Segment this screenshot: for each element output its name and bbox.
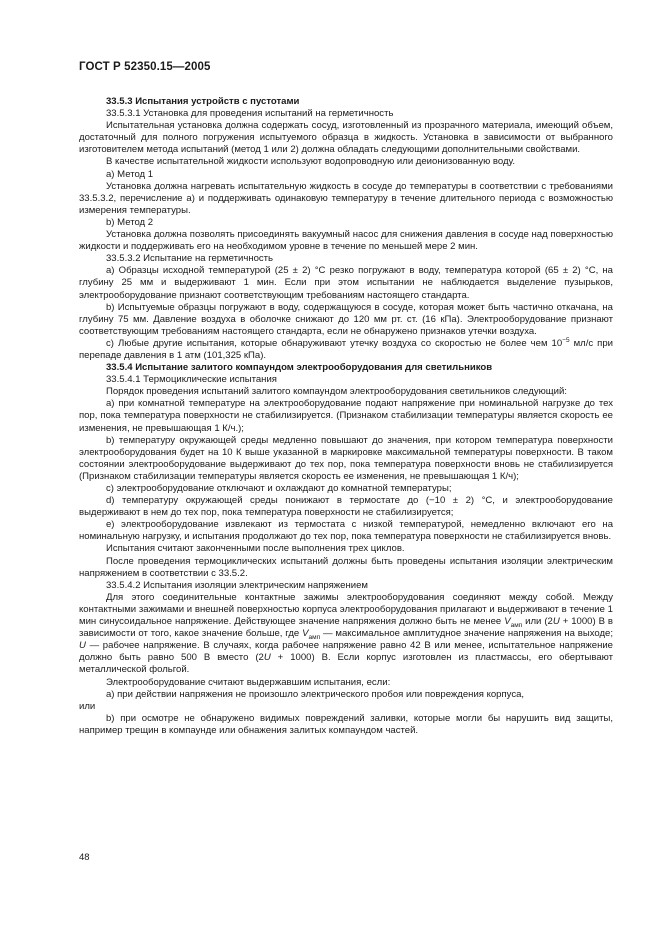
paragraph: или bbox=[79, 700, 96, 712]
paragraph: а) при комнатной температуре на электрооборудование подают напряжение при номинальной нагрузке до тех пор, пока температура поверхности не стабилизируется. (Признаком стабилизации температуры является скорость ее изменения, не превышающая 1 К/ч.); bbox=[79, 398, 613, 434]
paragraph: 33.5.3.2 Испытание на герметичность bbox=[106, 253, 274, 265]
paragraph: b) Испытуемые образцы погружают в воду, содержащуюся в сосуде, которая может быть частично откачана, на глубину 75 мм. Давление воздуха в оболочке снижают до 120 мм рт. ст. (16 кПа). Электрооборудование признают соответствующим требованиям настоящего стандарта, если не обнаружено признаков утечки воздуха. bbox=[79, 301, 613, 337]
paragraph: b) температуру окружающей среды медленно повышают до значения, при котором температура поверхности электрооборудования будет на 10 К выше указанной в маркировке максимальной температуры поверхности. В таком состоянии электрооборудование выдерживают до тех пор, пока температура поверхности вновь не стабилизируется (Признаком стабилизации температуры является скорость ее изменения, не превышающая 1 К/ч); bbox=[79, 434, 613, 482]
paragraph: а) Метод 1 bbox=[106, 168, 154, 180]
paragraph: 33.5.4.2 Испытания изоляции электрическим напряжением bbox=[106, 579, 368, 591]
section-heading: 33.5.4 Испытание залитого компаундом электрооборудования для светильников bbox=[106, 362, 493, 374]
paragraph: Установка должна нагревать испытательную жидкость в сосуде до температуры в соответствии с требованиями 33.5.3.2, перечисление а) и поддерживать одинаковую температуру в течение длительного периода с возможностью измерения температуры. bbox=[79, 180, 613, 216]
paragraph: d) температуру окружающей среды понижают в термостате до (−10 ± 2) °С, и электрооборудование выдерживают в нем до тех пор, пока температура поверхности не стабилизируется; bbox=[79, 495, 613, 519]
paragraph: с) Любые другие испытания, которые обнаруживают утечку воздуха со скоростью не более чем $10^{-5}$ мл/с при перепаде давления в 1 атм (101,325 кПа). bbox=[79, 336, 613, 361]
paragraph: b) Метод 2 bbox=[106, 216, 154, 228]
paragraph: с) электрооборудование отключают и охлаждают до комнатной температуры; bbox=[106, 483, 452, 494]
paragraph: После проведения термоциклических испытаний должны быть проведены испытания изоляции электрическим напряжением в соответствии с 33.5.2. bbox=[79, 555, 613, 579]
paragraph: Электрооборудование считают выдержавшим испытания, если: bbox=[106, 676, 391, 688]
paragraph: а) при действии напряжения не произошло электрического пробоя или повреждения корпуса, bbox=[106, 688, 525, 700]
paragraph: Испытательная установка должна содержать сосуд, изготовленный из прозрачного материала, имеющий объем, достаточный для полного погружения испытуемого образца в жидкость. Установка в зависимости от выбранного изготовителем метода испытаний (метод 1 или 2) должна обладать следующими дополнительными свойствами. bbox=[79, 120, 613, 156]
paragraph: b) при осмотре не обнаружено видимых повреждений заливки, которые могли бы нарушить вид защиты, например трещин в компаунде или обнажения залитых компаундом частей. bbox=[79, 712, 613, 736]
paragraph: Установка должна позволять присоединять вакуумный насос для снижения давления в сосуде над поверхностью жидкости и поддерживать его на необходимом уровне в течение по меньшей мере 2 мин. bbox=[79, 229, 613, 253]
page-number: 48 bbox=[79, 852, 90, 863]
paragraph: Для этого соединительные контактные зажимы электрооборудования соединяют между собой. Между контактными зажимами и внешней поверхностью корпуса электрооборудования прилагают и выдерживают в течение 1 мин синусоидальное напряжение. Действующее значение напряжения должно быть не менее $V_{амп}$ или (2U + 1000) В в зависимости от того, какое значение больше, где $V_{амп}$ — максимальное амплитудное значение напряжения на выходе; U — рабочее напряжение. В случаях, когда рабочее напряжение равно 42 В или менее, испытательное напряжение должно быть равно 500 В вместо (2U + 1000) В. Если корпус изготовлен из пластмассы, его обертывают металлической фольгой. bbox=[79, 591, 613, 676]
paragraph: Испытания считают законченными после выполнения трех циклов. bbox=[106, 543, 405, 555]
paragraph: В качестве испытательной жидкости используют водопроводную или деионизованную воду. bbox=[106, 156, 516, 168]
section-heading: 33.5.3 Испытания устройств с пустотами bbox=[106, 96, 300, 107]
paragraph: е) электрооборудование извлекают из термостата с низкой температурой, немедленно включают его на номинальную нагрузку, и испытания продолжают до тех пор, пока температура поверхности не стабилизируется вновь. bbox=[79, 519, 613, 543]
paragraph: 33.5.3.1 Установка для проведения испытаний на герметичность bbox=[106, 108, 394, 120]
paragraph: Порядок проведения испытаний залитого компаундом электрооборудования светильников следующий: bbox=[106, 386, 567, 398]
document-header: ГОСТ Р 52350.15—2005 bbox=[79, 61, 211, 73]
document-body bbox=[79, 96, 613, 737]
paragraph: а) Образцы исходной температурой (25 ± 2) °С резко погружают в воду, температура которой (65 ± 2) °С, на глубину 25 мм и выдерживают 1 мин. Если при этом испытании не наблюдается выделение пузырьков, электрооборудование признают соответствующим требованиям настоящего стандарта. bbox=[79, 265, 613, 301]
paragraph: 33.5.4.1 Термоциклические испытания bbox=[106, 374, 277, 386]
